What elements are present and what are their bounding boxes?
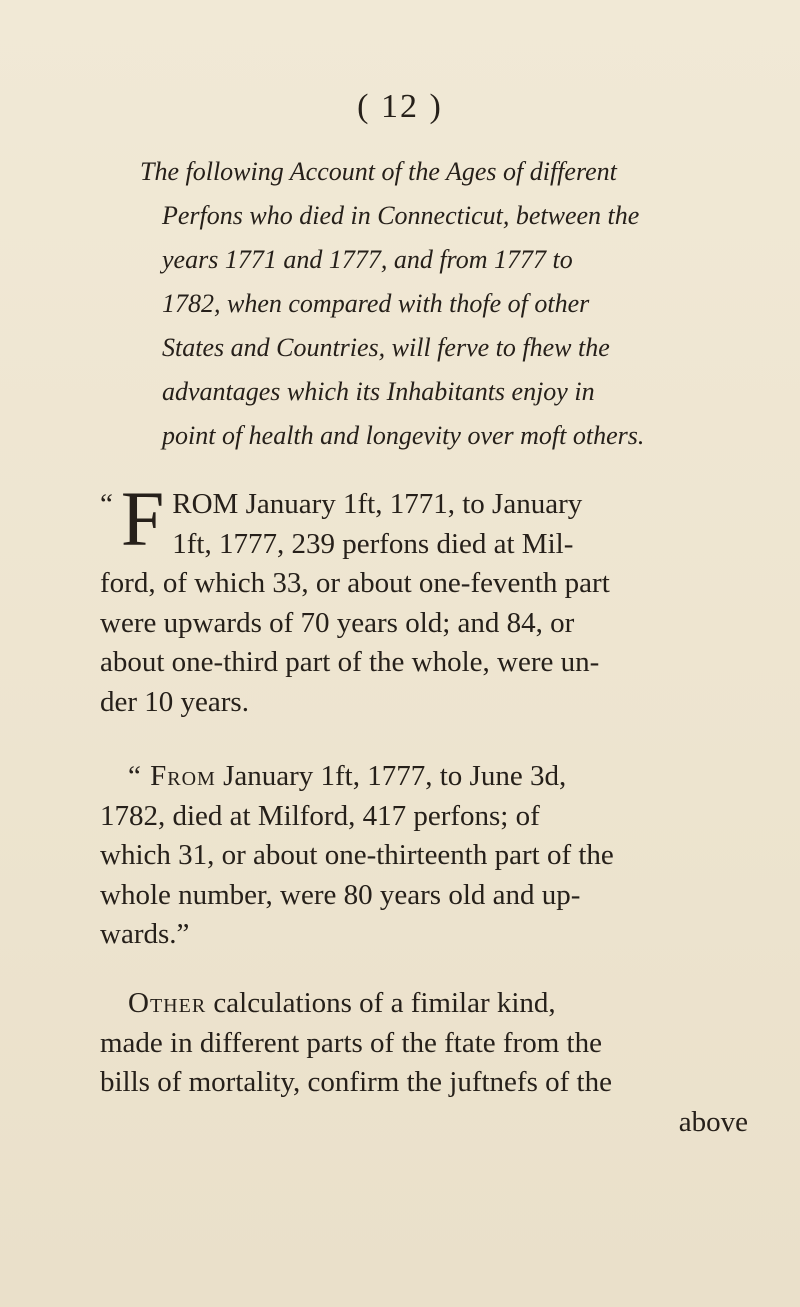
paragraph-line: ford, of which 33, or about one-feventh part — [100, 567, 610, 599]
paragraph-milford-1771 — [100, 475, 748, 722]
paragraph-opening: “ From — [128, 760, 216, 792]
paragraph-line-rest: calculations of a fimilar kind, — [206, 987, 556, 1019]
heading-line: States and Countries, will ferve to fhew the — [162, 333, 610, 362]
paragraph-line: ROM January 1ft, 1771, to January — [172, 488, 583, 520]
paragraph-line: whole number, were 80 years old and up- — [100, 878, 581, 911]
paragraph-line: made in different parts of the ftate from the — [100, 1026, 602, 1059]
heading-line: The following Account of the Ages of different — [140, 157, 617, 186]
paragraph-line: der 10 years. — [100, 685, 249, 718]
heading-line: 1782, when compared with thofe of other — [162, 289, 590, 318]
paragraph-line: 1ft, 1777, 239 perfons died at Mil- — [172, 527, 574, 560]
page-number: ( 12 ) — [357, 88, 443, 125]
paragraph-other-calculations — [100, 984, 748, 1142]
paragraph-line — [100, 757, 748, 797]
paragraph-milford-1777 — [100, 757, 748, 955]
paragraph-line: bills of mortality, confirm the juftnefs of the — [100, 1066, 612, 1098]
paragraph-line: which 31, or about one-thirteenth part of the — [100, 839, 614, 871]
opening-quote: “ — [100, 488, 113, 520]
paragraph-line: about one-third part of the whole, were un- — [100, 646, 600, 678]
heading-line: point of health and longevity over moft others. — [162, 421, 645, 450]
heading-line: years 1771 and 1777, and from 1777 to — [162, 245, 573, 274]
paragraph-line: wards.” — [100, 918, 190, 950]
drop-cap: F — [120, 475, 165, 562]
paragraph-line — [100, 984, 748, 1024]
paragraph-line-rest: January 1ft, 1777, to June 3d, — [215, 760, 567, 792]
paragraph-line: were upwards of 70 years old; and 84, or — [100, 606, 575, 639]
section-heading — [140, 150, 740, 458]
heading-line: advantages which its Inhabitants enjoy in — [162, 377, 595, 406]
paragraph-opening: Other — [128, 987, 207, 1019]
paragraph-line: 1782, died at Milford, 417 perfons; of — [100, 799, 540, 832]
catchword: above — [678, 1105, 748, 1138]
heading-line: Perfons who died in Connecticut, between the — [162, 201, 640, 230]
